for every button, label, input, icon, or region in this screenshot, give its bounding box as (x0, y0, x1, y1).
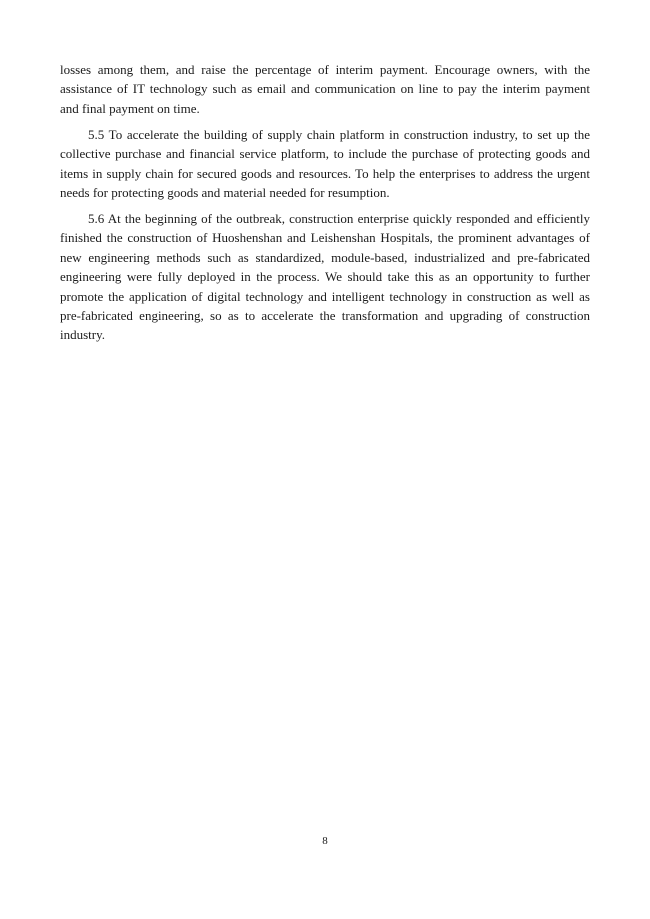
text-line: 5.6 At the beginning of the outbreak, construction enterprise quickly responded and efficiently (88, 211, 590, 227)
page-footer (0, 835, 650, 847)
text-line: needs for protecting goods and material needed for resumption. (60, 185, 390, 201)
text-line: new engineering methods such as standardized, module-based, industrialized and pre-fabricated (60, 249, 590, 265)
paragraph (60, 125, 590, 203)
text-line: collective purchase and financial service platform, to include the purchase of protecting goods and (60, 146, 590, 162)
paragraph (60, 60, 590, 118)
page-number: 8 (322, 835, 328, 847)
paragraph (60, 209, 590, 345)
text-line: promote the application of digital technology and intelligent technology in construction as well as (60, 288, 590, 304)
text-line: engineering were fully deployed in the process. We should take this as an opportunity to further (60, 269, 590, 285)
text-content (60, 60, 590, 345)
text-line: 5.5 To accelerate the building of supply chain platform in construction industry, to set up the (88, 126, 590, 142)
text-line: losses among them, and raise the percentage of interim payment. Encourage owners, with the (60, 62, 590, 77)
text-line: items in supply chain for secured goods and resources. To help the enterprises to address the urgent (60, 165, 590, 181)
text-line: and final payment on time. (60, 100, 200, 116)
text-line: assistance of IT technology such as email and communication on line to pay the interim payment (60, 81, 590, 97)
text-line: finished the construction of Huoshenshan and Leishenshan Hospitals, the prominent advantages of (60, 230, 590, 246)
text-line: industry. (60, 327, 106, 343)
text-line: pre-fabricated engineering, so as to accelerate the transformation and upgrading of construction (60, 308, 590, 324)
